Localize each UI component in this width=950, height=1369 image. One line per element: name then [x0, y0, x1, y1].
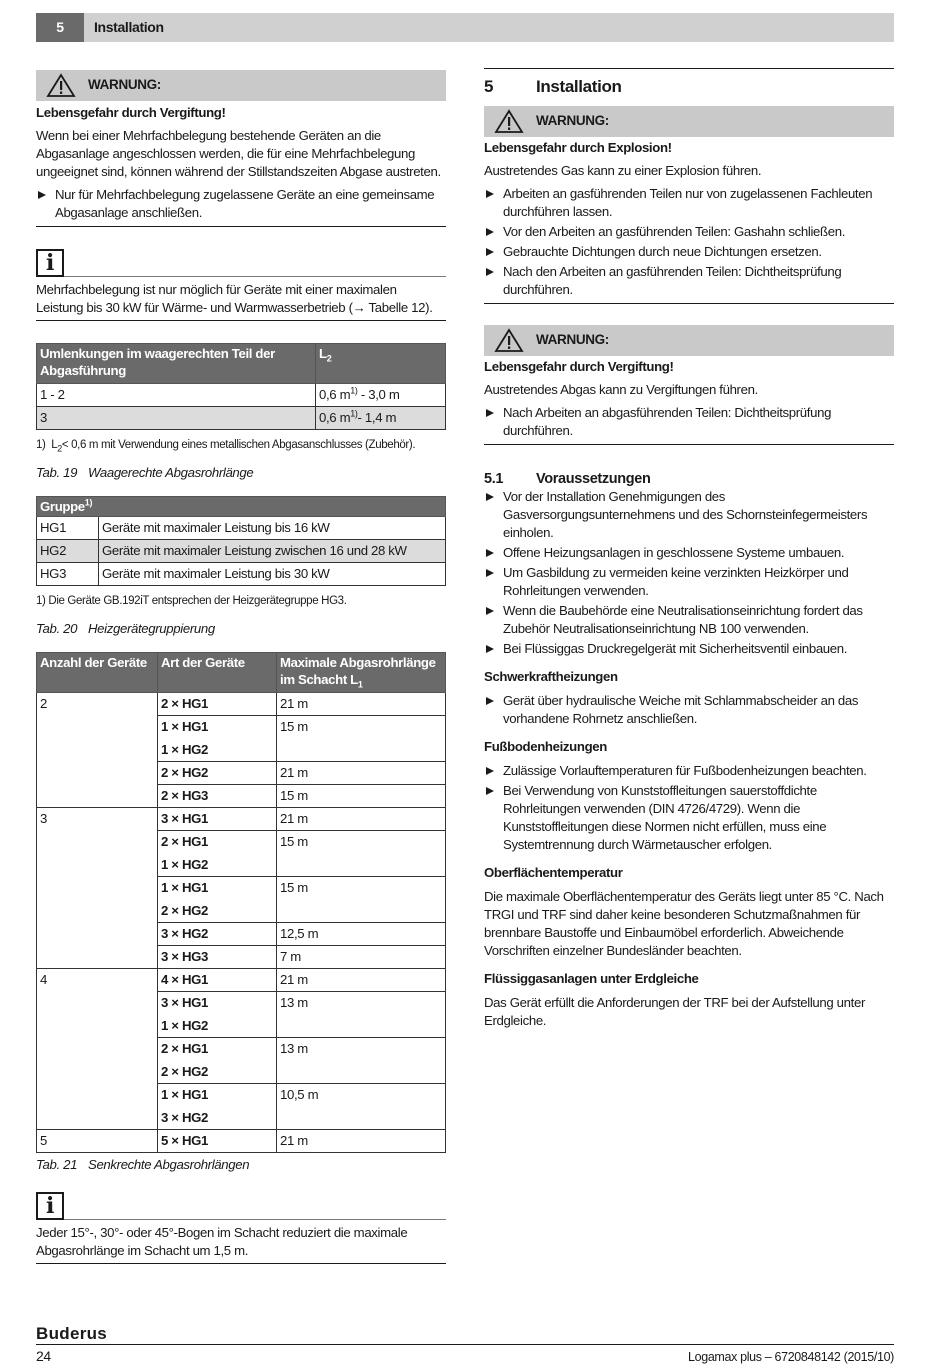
paragraph: Die maximale Oberflächentemperatur des Geräts liegt unter 85 °C. Nach TRGI und TRF sind daher keine besonderen Schutzmaßnahmen für brennbare Baustoffe und Einbaumöbel erforderlich. Abweichende Vorschriften einzelner Bundesländer beachten. [484, 889, 884, 958]
table-row [37, 540, 446, 563]
warning-label: WARNUNG: [536, 113, 609, 128]
list-item: Um Gasbildung zu vermeiden keine verzinkten Heizkörper und Rohrleitungen verwenden. [484, 564, 894, 600]
divider [484, 303, 894, 304]
table-cell: 2 × HG2 [158, 900, 277, 923]
table-cell: 15 m [277, 831, 446, 877]
list-item: Arbeiten an gasführenden Teilen nur von zugelassenen Fachleuten durchführen lassen. [484, 185, 894, 221]
table-20 [36, 496, 446, 586]
table-cell: 13 m [277, 992, 446, 1038]
arrow-bullet-icon [486, 268, 494, 276]
subsection-heading: 5.1 Voraussetzungen [484, 471, 651, 487]
table-cell: 1 × HG1 [158, 877, 277, 900]
subheading: Oberflächentemperatur [484, 865, 623, 880]
paragraph: Das Gerät erfüllt die Anforderungen der TRF bei der Aufstellung unter Erdgleiche. [484, 995, 865, 1028]
subheading: Fußbodenheizungen [484, 739, 607, 754]
arrow-bullet-icon [486, 493, 494, 501]
left-column [36, 70, 446, 1264]
table-row [37, 517, 446, 540]
warning-text: Wenn bei einer Mehrfachbelegung bestehende Geräten an die Abgasanlage angeschlossen werden, die für eine Mehrfachbelegung ungeeignet sind, können während der Stillstandszeiten Abgase austreten. [36, 128, 441, 179]
table-cell: 3 × HG1 [158, 808, 277, 831]
table-cell: 3 [37, 407, 316, 430]
table-cell: 5 [37, 1130, 158, 1153]
chapter-number: 5 [36, 13, 84, 42]
table-cell: HG3 [37, 563, 99, 586]
divider [36, 1263, 446, 1264]
divider [64, 276, 446, 277]
page-number: 24 [36, 1348, 51, 1364]
table-footnote: 1) Die Geräte GB.192iT entsprechen der Heizgerätegruppe HG3. [36, 595, 347, 607]
list-item: Gebrauchte Dichtungen durch neue Dichtungen ersetzen. [484, 243, 894, 261]
arrow-bullet-icon [486, 549, 494, 557]
list-item: Nach den Arbeiten an gasführenden Teilen: Dichtheitsprüfung durchführen. [484, 263, 894, 299]
document-id: Logamax plus – 6720848142 (2015/10) [688, 1350, 894, 1364]
warning-triangle-icon [46, 73, 76, 98]
chapter-title: Installation [94, 19, 164, 35]
table-cell: 12,5 m [277, 923, 446, 946]
info-icon: i [36, 1192, 64, 1220]
table-row [37, 808, 446, 831]
footer-divider [36, 1344, 894, 1345]
table-row [37, 384, 446, 407]
table-cell: 1 × HG2 [158, 854, 277, 877]
table-cell: 10,5 m [277, 1084, 446, 1130]
info-text: Mehrfachbelegung ist nur möglich für Geräte mit einer maximalen Leistung bis 30 kW für Wärme- und Warmwasserbetrieb (→ Tabelle 12). [36, 282, 433, 315]
table-cell: 15 m [277, 785, 446, 808]
info-note [36, 1192, 446, 1264]
list-item: Vor der Installation Genehmigungen des Gasversorgungsunternehmens und des Schornsteinfegermeisters einholen. [484, 488, 894, 542]
table-cell: 0,6 $m^{1)}-$ 1,4 m [316, 407, 446, 430]
table-cell: 2 × HG2 [158, 762, 277, 785]
buderus-logo: Buderus [36, 1324, 108, 1343]
table-header: Maximale Abgasrohrlänge im Schacht $L_1$ [277, 653, 446, 693]
table-cell: 15 m [277, 716, 446, 762]
requirements-list [484, 488, 894, 658]
table-header: Umlenkungen im waagerechten Teil der Abgasführung [37, 344, 316, 384]
table-cell: 7 m [277, 946, 446, 969]
divider [484, 68, 894, 69]
divider [36, 226, 446, 227]
list-item: Bei Verwendung von Kunststoffleitungen sauerstoffdichte Rohrleitungen verwenden (DIN 4726/4729). Wenn die Kunststoffleitungen diese Normen nicht erfüllen, muss eine Systemtrennung durch Wärmetauscher erfolgen. [484, 782, 894, 854]
warning-label: WARNUNG: [536, 332, 609, 347]
info-icon: i [36, 249, 64, 277]
table-row [37, 407, 446, 430]
warning-banner [36, 70, 446, 101]
table-cell: 21 m [277, 969, 446, 992]
arrow-bullet-icon [486, 767, 494, 775]
floor-heating-list [484, 762, 894, 854]
table-caption: Tab. 19 Waagerechte Abgasrohrlänge [36, 465, 254, 480]
table-cell: 5 × HG1 [158, 1130, 277, 1153]
table-cell: 4 [37, 969, 158, 1130]
arrow-bullet-icon [486, 569, 494, 577]
table-cell: 1 × HG1 [158, 1084, 277, 1107]
divider [484, 444, 894, 445]
subheading: Schwerkraftheizungen [484, 669, 618, 684]
table-19 [36, 343, 446, 430]
table-cell: 3 × HG2 [158, 1107, 277, 1130]
list-item: Offene Heizungsanlagen in geschlossene Systeme umbauen. [484, 544, 894, 562]
table-cell: 3 × HG1 [158, 992, 277, 1015]
table-row [37, 693, 446, 716]
page-header [36, 13, 894, 42]
warning-banner [484, 106, 894, 137]
table-cell: 2 × HG1 [158, 1038, 277, 1061]
table-row [37, 969, 446, 992]
table-caption: Tab. 20 Heizgerätegruppierung [36, 621, 215, 636]
table-cell: 4 × HG1 [158, 969, 277, 992]
table-cell: HG2 [37, 540, 99, 563]
table-cell: Geräte mit maximaler Leistung zwischen 16 und 28 kW [99, 540, 446, 563]
table-cell: HG1 [37, 517, 99, 540]
arrow-bullet-icon [486, 190, 494, 198]
table-cell: 3 × HG2 [158, 923, 277, 946]
arrow-bullet-icon [486, 787, 494, 795]
table-row [37, 563, 446, 586]
info-note [36, 249, 446, 321]
section-heading: 5 Installation [484, 77, 622, 96]
list-item: Wenn die Baubehörde eine Neutralisationseinrichtung fordert das Zubehör Neutralisationseinrichtung NB 100 verwenden. [484, 602, 894, 638]
divider [64, 1219, 446, 1220]
table-cell: 21 m [277, 1130, 446, 1153]
table-cell: 3 [37, 808, 158, 969]
list-item: Vor den Arbeiten an gasführenden Teilen: Gashahn schließen. [484, 223, 894, 241]
list-item-text: Nur für Mehrfachbelegung zugelassene Geräte an eine gemeinsame Abgasanlage anschließen. [55, 187, 435, 220]
list-item [36, 186, 446, 222]
table-cell: Geräte mit maximaler Leistung bis 30 kW [99, 563, 446, 586]
table-header: Anzahl der Geräte [37, 653, 158, 693]
table-caption: Tab. 21 Senkrechte Abgasrohrlängen [36, 1157, 250, 1172]
warning-heading: Lebensgefahr durch Explosion! [484, 140, 672, 155]
table-cell: 2 × HG1 [158, 831, 277, 854]
warning-banner [484, 325, 894, 356]
table-cell: 1 - 2 [37, 384, 316, 407]
table-cell: 21 m [277, 693, 446, 716]
table-cell: 3 × HG3 [158, 946, 277, 969]
table-header: Art der Geräte [158, 653, 277, 693]
warning-text: Austretendes Abgas kann zu Vergiftungen führen. [484, 382, 758, 397]
table-cell: 1 × HG2 [158, 1015, 277, 1038]
arrow-bullet-icon [486, 645, 494, 653]
list-item: Gerät über hydraulische Weiche mit Schlammabscheider an das vorhandene Rohrnetz anschließen. [484, 692, 894, 728]
arrow-bullet-icon [38, 191, 46, 199]
warning-label: WARNUNG: [88, 77, 161, 92]
info-text: Jeder 15°-, 30°- oder 45°-Bogen im Schacht reduziert die maximale Abgasrohrlänge im Schacht um 1,5 m. [36, 1225, 408, 1258]
warning-triangle-icon [494, 328, 524, 353]
table-cell: 15 m [277, 877, 446, 923]
table-cell: 0,6 $m^{1)} - 3,0$ m [316, 384, 446, 407]
table-cell: 2 × HG2 [158, 1061, 277, 1084]
arrow-bullet-icon [486, 228, 494, 236]
table-cell: 2 × HG3 [158, 785, 277, 808]
table-row [37, 1130, 446, 1153]
arrow-bullet-icon [486, 697, 494, 705]
list-item: Nach Arbeiten an abgasführenden Teilen: Dichtheitsprüfung durchführen. [484, 404, 894, 440]
table-cell: 2 × HG1 [158, 693, 277, 716]
arrow-bullet-icon [486, 607, 494, 615]
warning-heading: Lebensgefahr durch Vergiftung! [36, 105, 226, 120]
table-cell: Geräte mit maximaler Leistung bis 16 kW [99, 517, 446, 540]
table-header: $L_2$ [316, 344, 446, 384]
arrow-bullet-icon [486, 409, 494, 417]
table-cell: 1 × HG2 [158, 739, 277, 762]
table-21 [36, 652, 446, 1153]
warning-triangle-icon [494, 109, 524, 134]
divider [36, 320, 446, 321]
table-cell: 1 × HG1 [158, 716, 277, 739]
table-cell: 13 m [277, 1038, 446, 1084]
arrow-bullet-icon [486, 248, 494, 256]
right-column [484, 68, 894, 1030]
table-footnote: 1) $L_2< 0,6$ m mit Verwendung eines metallischen Abgasanschlusses (Zubehör). [36, 439, 416, 454]
table-cell: 21 m [277, 808, 446, 831]
warning-heading: Lebensgefahr durch Vergiftung! [484, 359, 674, 374]
list-item: Zulässige Vorlauftemperaturen für Fußbodenheizungen beachten. [484, 762, 894, 780]
table-header: Gruppe$^{1)}$ [37, 497, 446, 517]
subheading: Flüssiggasanlagen unter Erdgleiche [484, 971, 699, 986]
table-cell: 2 [37, 693, 158, 808]
warning-list [484, 185, 894, 299]
warning-text: Austretendes Gas kann zu einer Explosion führen. [484, 163, 762, 178]
list-item: Bei Flüssiggas Druckregelgerät mit Sicherheitsventil einbauen. [484, 640, 894, 658]
table-cell: 21 m [277, 762, 446, 785]
